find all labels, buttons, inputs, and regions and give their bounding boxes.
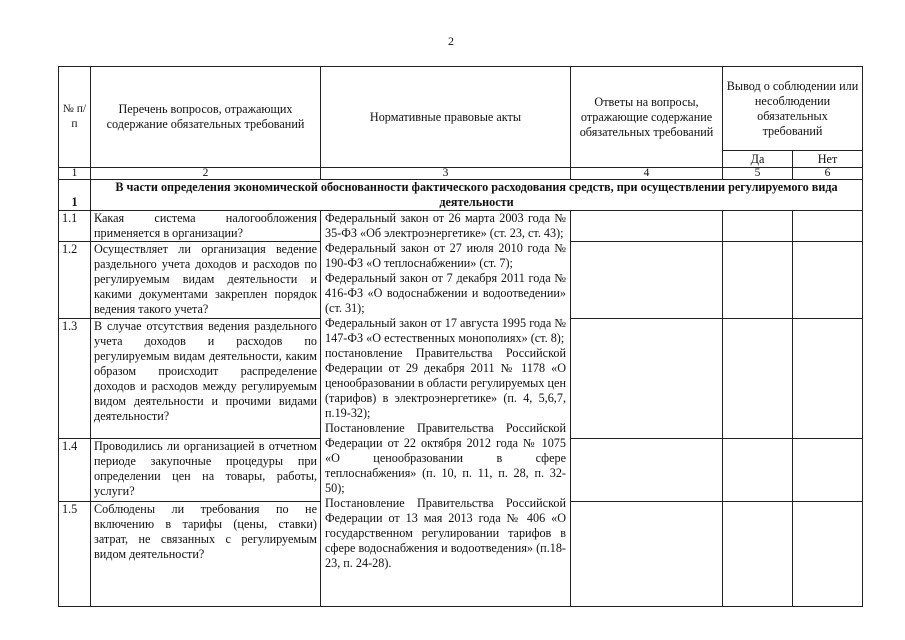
answer-cell[interactable]	[571, 211, 723, 242]
no-cell[interactable]	[793, 242, 863, 319]
yes-cell[interactable]	[723, 242, 793, 319]
column-number: 3	[321, 168, 571, 180]
column-number: 1	[59, 168, 91, 180]
legal-act: Постановление Правительства Российской Федерации от 22 октября 2012 года № 1075 «О ценообразовании в сфере теплоснабжения» (п. 10, п. 11, п. 28, п. 32- 50);	[325, 421, 566, 495]
no-cell[interactable]	[793, 502, 863, 607]
question-number: 1.2	[59, 242, 91, 319]
column-number: 2	[91, 168, 321, 180]
answer-cell[interactable]	[571, 502, 723, 607]
question-number: 1.1	[59, 211, 91, 242]
legal-act: Постановление Правительства Российской Федерации от 13 мая 2013 года № 406 «О государственном регулировании тарифов в сфере водоснабжения и водоотведения» (п.18-23, п. 24-28).	[325, 496, 566, 570]
table-row	[59, 211, 863, 242]
column-number-row	[59, 168, 863, 180]
header-yes: Да	[723, 151, 793, 168]
legal-act: Федеральный закон от 27 июля 2010 года № 190-ФЗ «О теплоснабжении» (ст. 7);	[325, 241, 566, 270]
answer-cell[interactable]	[571, 439, 723, 502]
question-text: Соблюдены ли требования по не включению в тарифы (цены, ставки) затрат, не связанных с регулируемым видом деятельности?	[91, 502, 321, 607]
requirements-table	[58, 66, 863, 607]
column-number: 5	[723, 168, 793, 180]
yes-cell[interactable]	[723, 502, 793, 607]
question-number: 1.4	[59, 439, 91, 502]
header-questions: Перечень вопросов, отражающих содержание обязательных требований	[91, 67, 321, 168]
table-header-row	[59, 67, 863, 151]
legal-act: постановление Правительства Российской Федерации от 29 декабря 2011 № 1178 «О ценообразовании в области регулируемых цен (тарифов) в электроэнергетике» (п. 4, 5,6,7, п.19-32);	[325, 346, 566, 420]
section-title: В части определения экономической обоснованности фактического расходования средств, при осуществлении регулируемого вида деятельности	[91, 180, 863, 211]
section-row	[59, 180, 863, 211]
legal-acts-cell	[321, 211, 571, 607]
question-text: Какая система налогообложения применяется в организации?	[91, 211, 321, 242]
question-number: 1.3	[59, 319, 91, 439]
answer-cell[interactable]	[571, 319, 723, 439]
question-text: Осуществляет ли организация ведение раздельного учета доходов и расходов по регулируемым видам деятельности и какими документами закреплен порядок ведения такого учета?	[91, 242, 321, 319]
header-number: № п/п	[59, 67, 91, 168]
header-legal-acts: Нормативные правовые акты	[321, 67, 571, 168]
yes-cell[interactable]	[723, 211, 793, 242]
legal-act: Федеральный закон от 7 декабря 2011 года № 416-ФЗ «О водоснабжении и водоотведении» (ст. 31);	[325, 271, 566, 315]
section-number: 1	[59, 180, 91, 211]
question-number: 1.5	[59, 502, 91, 607]
header-conclusion: Вывод о соблюдении или несоблюдении обязательных требований	[723, 67, 863, 151]
answer-cell[interactable]	[571, 242, 723, 319]
page-number: 2	[448, 34, 454, 48]
column-number: 4	[571, 168, 723, 180]
legal-act: Федеральный закон от 17 августа 1995 года № 147-ФЗ «О естественных монополиях» (ст. 8);	[325, 316, 566, 345]
yes-cell[interactable]	[723, 439, 793, 502]
question-text: Проводились ли организацией в отчетном периоде закупочные процедуры при определении цен на товары, работы, услуги?	[91, 439, 321, 502]
header-answers: Ответы на вопросы, отражающие содержание обязательных требований	[571, 67, 723, 168]
no-cell[interactable]	[793, 211, 863, 242]
no-cell[interactable]	[793, 439, 863, 502]
header-no: Нет	[793, 151, 863, 168]
legal-act: Федеральный закон от 26 марта 2003 года № 35-ФЗ «Об электроэнергетике» (ст. 23, ст. 43);	[325, 211, 566, 240]
no-cell[interactable]	[793, 319, 863, 439]
question-text: В случае отсутствия ведения раздельного учета доходов и расходов по регулируемым видам деятельности, каким образом происходит распределение доходов и расходов между регулируемым видом деятельности и прочими видами деятельности?	[91, 319, 321, 439]
column-number: 6	[793, 168, 863, 180]
yes-cell[interactable]	[723, 319, 793, 439]
